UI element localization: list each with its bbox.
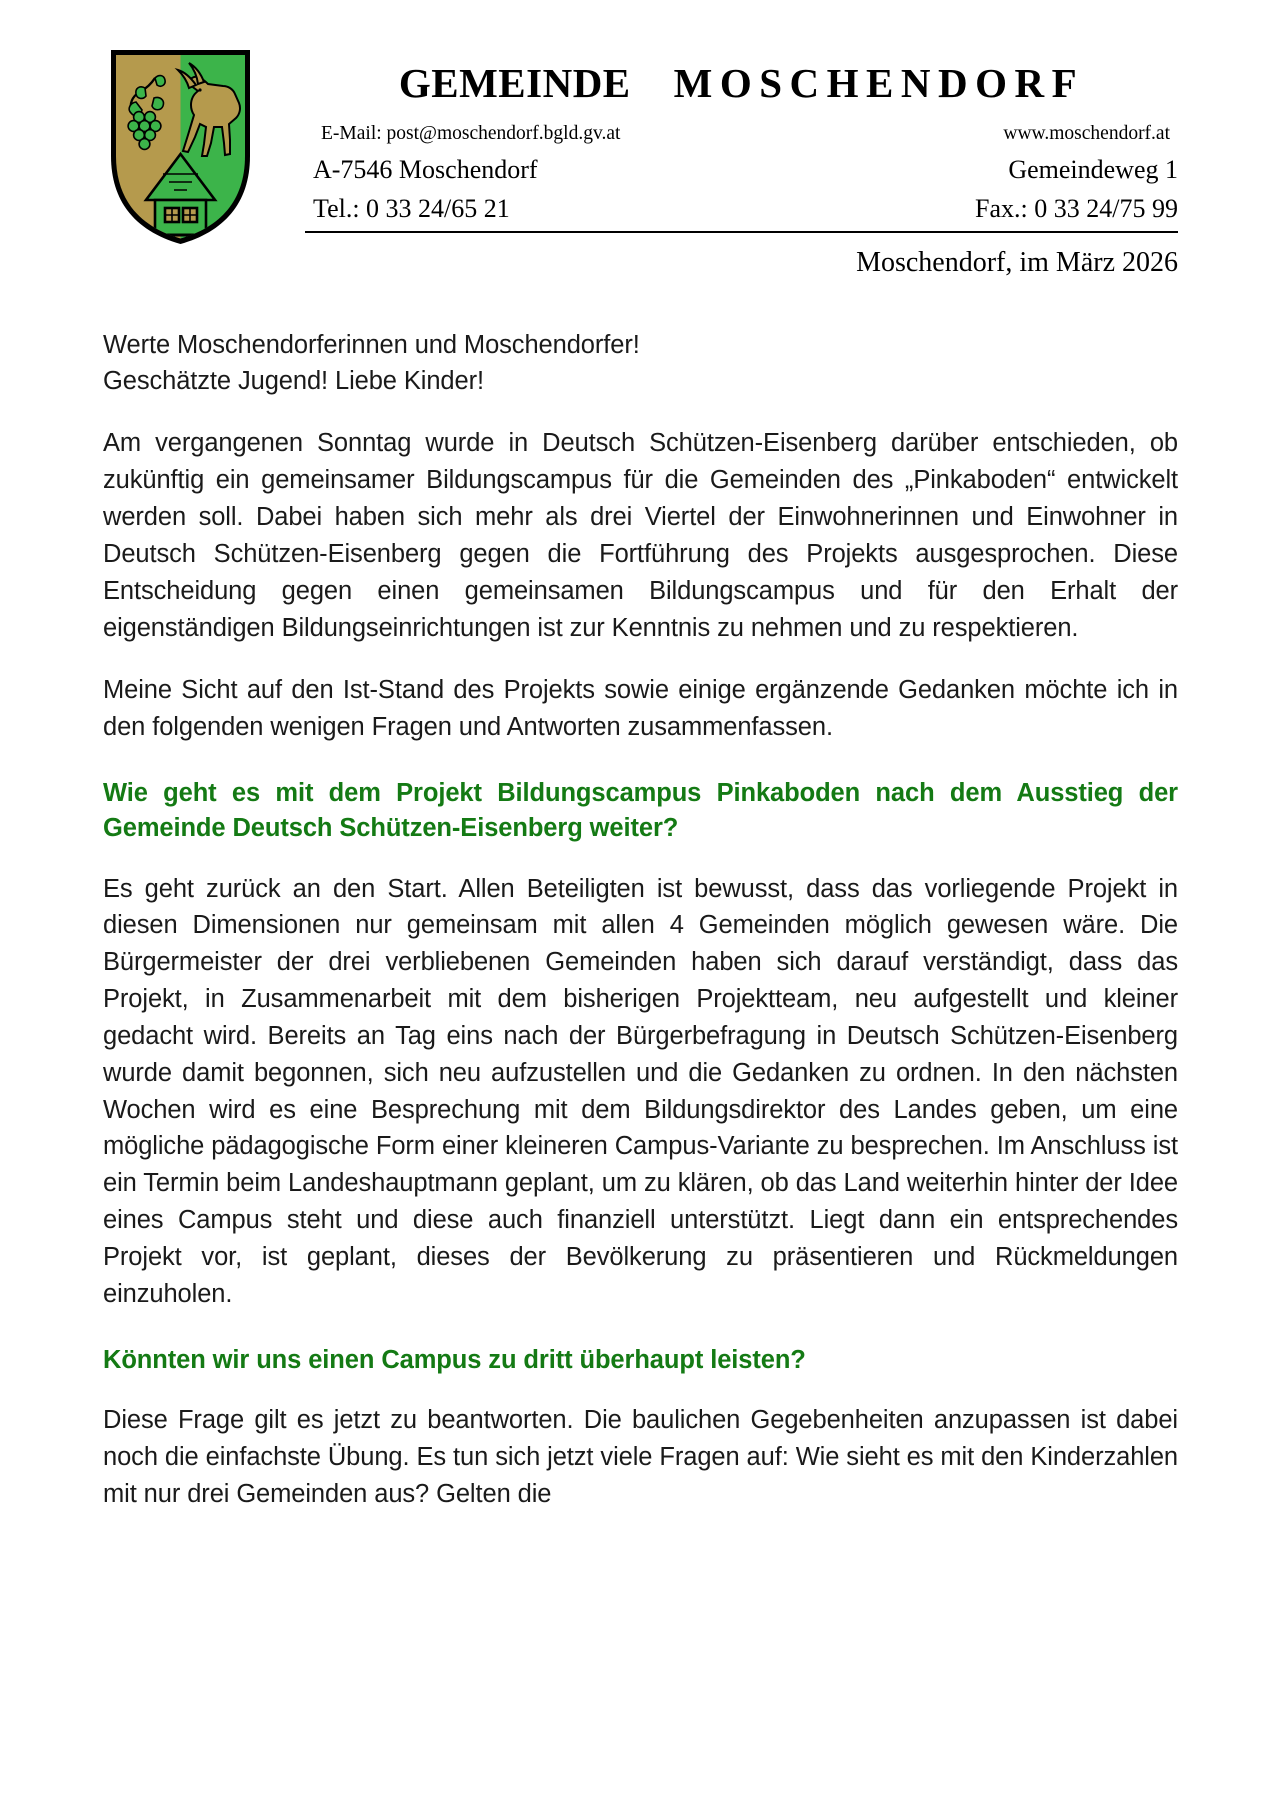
contact-row-web	[305, 123, 1178, 145]
qa-heading-2: Könnten wir uns einen Campus zu dritt überhaupt leisten?	[103, 1345, 806, 1374]
paragraph-3: Es geht zurück an den Start. Allen Beteiligten ist bewusst, dass das vorliegende Projekt in diesen Dimensionen nur gemeinsam mit allen 4 Gemeinden möglich gewesen wäre. Die Bürgermeister der drei verbliebenen Gemeinden haben sich darauf verständigt, dass das Projekt, in Zusammenarbeit mit dem bisherigen Projektteam, neu aufgestellt und kleiner gedacht wird. Bereits an Tag eins nach der Bürgerbefragung in Deutsch Schützen-Eisenberg wurde damit begonnen, sich neu aufzustellen und die Gedanken zu ordnen. In den nächsten Wochen wird es eine Besprechung mit dem Bildungsdirektor des Landes geben, um eine mögliche pädagogische Form einer kleineren Campus-Variante zu besprechen. Im Anschluss ist ein Termin beim Landeshauptmann geplant, um zu klären, ob das Land weiterhin hinter der Idee eines Campus steht und diese auch finanziell unterstützt. Liegt dann ein entsprechendes Projekt vor, ist geplant, dieses der Bevölkerung zu präsentieren und Rückmeldungen einzuholen.	[103, 874, 1178, 1308]
paragraph-1: Am vergangenen Sonntag wurde in Deutsch Schützen-Eisenberg darüber entschieden, ob zukünftig ein gemeinsamer Bildungscampus für die Gemeinden des „Pinkaboden“ entwickelt werden soll. Dabei haben sich mehr als drei Viertel der Einwohnerinnen und Einwohner in Deutsch Schützen-Eisenberg gegen die Fortführung des Projekts ausgesprochen. Diese Entscheidung gegen einen gemeinsamen Bildungscampus und für den Erhalt der eigenständigen Bildungseinrichtungen ist zur Kenntnis zu nehmen und zu respektieren.	[103, 429, 1178, 642]
salutation-block	[103, 327, 1178, 399]
contact-row-phone	[305, 194, 1178, 227]
org-title-part1: GEMEINDE	[398, 60, 631, 106]
address-street-text: Gemeindeweg 1	[1008, 155, 1178, 185]
address-city-text: A-7546 Moschendorf	[313, 155, 538, 185]
paragraph-4: Diese Frage gilt es jetzt zu beantworten. Die baulichen Gegebenheiten anzupassen ist dabei noch die einfachste Übung. Es tun sich jetzt viele Fragen auf: Wie sieht es mit den Kinderzahlen mit nur drei Gemeinden aus? Gelten die	[103, 1405, 1178, 1508]
letter-body	[0, 327, 1278, 1512]
qa-heading-1: Wie geht es mit dem Projekt Bildungscampus Pinkaboden nach dem Ausstieg der Gemeinde Deutsch Schützen-Eisenberg weiter?	[103, 779, 1178, 843]
website-text: www.moschendorf.at	[1003, 123, 1170, 145]
phone-text: Tel.: 0 33 24/65 21	[313, 194, 510, 224]
email-text: E-Mail: post@moschendorf.bgld.gv.at	[321, 123, 621, 145]
letterhead	[0, 0, 1278, 279]
org-title-part2: MOSCHENDORF	[673, 60, 1085, 106]
letterhead-text-block	[305, 60, 1178, 279]
header-divider	[305, 231, 1178, 233]
salutation-line-2: Geschätzte Jugend! Liebe Kinder!	[103, 367, 484, 396]
contact-row-address	[305, 155, 1178, 185]
salutation-line-1: Werte Moschendorferinnen und Moschendorfer!	[103, 331, 640, 359]
municipal-crest-icon	[103, 44, 258, 249]
fax-text: Fax.: 0 33 24/75 99	[975, 194, 1178, 224]
paragraph-2: Meine Sicht auf den Ist-Stand des Projekts sowie einige ergänzende Gedanken möchte ich in den folgenden wenigen Fragen und Antworten zusammenfassen.	[103, 676, 1178, 742]
date-line: Moschendorf, im März 2026	[856, 247, 1178, 279]
page-title	[305, 60, 1178, 107]
